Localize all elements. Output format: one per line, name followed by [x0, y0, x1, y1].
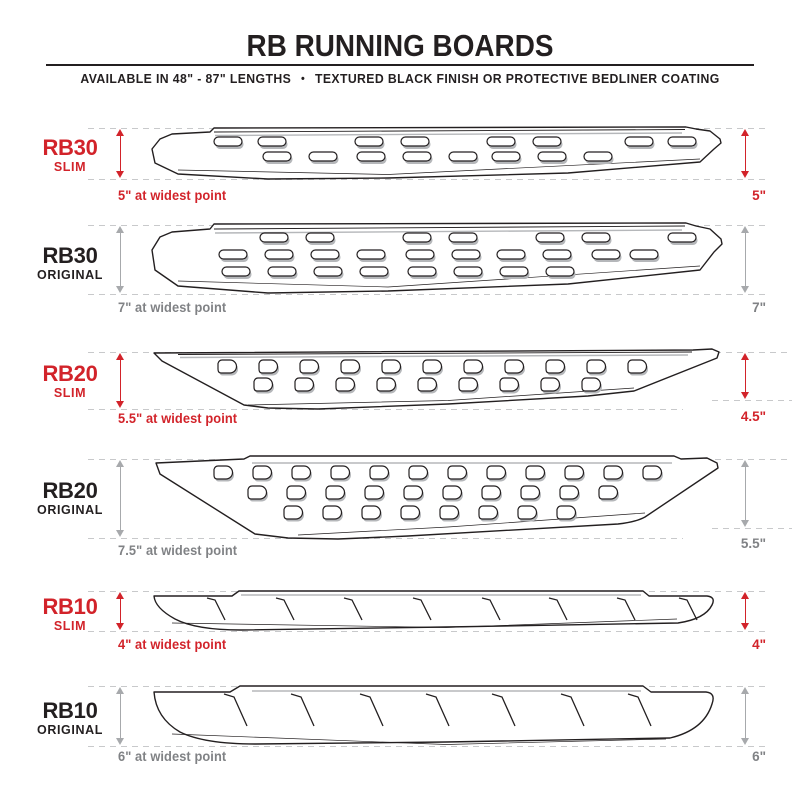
variant-name: SLIM	[53, 160, 87, 174]
model-name: RB20	[42, 361, 98, 386]
height-label: 5.5"	[740, 536, 766, 551]
dimension-arrow-right	[740, 353, 751, 399]
board-illustration-rb20-slim	[148, 347, 724, 414]
board-illustration-rb10-slim	[146, 588, 724, 634]
widest-point-note: 5.5" at widest point	[118, 411, 238, 426]
board-illustration-rb10-original	[146, 682, 724, 752]
guide-line-top	[88, 686, 768, 687]
guide-line-bottom	[88, 538, 683, 539]
model-name: RB10	[42, 594, 98, 619]
widest-point-note: 4" at widest point	[118, 637, 227, 652]
board-illustration-rb30-original	[148, 220, 724, 300]
model-name: RB30	[42, 243, 98, 268]
product-label	[22, 245, 118, 282]
widest-point-note: 6" at widest point	[118, 749, 227, 764]
widest-point-note: 5" at widest point	[118, 188, 227, 203]
dimension-arrow-left	[115, 592, 126, 630]
guide-line-bottom	[88, 409, 683, 410]
height-label: 4"	[752, 637, 766, 652]
product-label	[22, 363, 118, 400]
guide-line-right	[712, 528, 792, 529]
model-name: RB10	[42, 698, 98, 723]
dimension-arrow-left	[115, 460, 126, 537]
availability-text: AVAILABLE IN 48" - 87" LENGTHS	[80, 72, 292, 86]
page-title: RB RUNNING BOARDS	[246, 28, 554, 63]
guide-line-top	[88, 128, 768, 129]
guide-line-bottom	[88, 631, 768, 632]
variant-name: SLIM	[53, 386, 87, 400]
height-label: 7"	[752, 300, 766, 315]
product-label	[22, 137, 118, 174]
variant-name: ORIGINAL	[37, 268, 103, 282]
guide-line-right	[712, 400, 792, 401]
product-label	[22, 480, 118, 517]
height-label: 4.5"	[740, 409, 766, 424]
height-label: 6"	[752, 749, 766, 764]
board-illustration-rb30-slim	[148, 126, 724, 182]
guide-line-top	[88, 591, 768, 592]
dimension-arrow-right	[740, 129, 751, 178]
dimension-arrow-left	[115, 687, 126, 745]
title-divider	[46, 64, 754, 66]
variant-name: ORIGINAL	[37, 723, 103, 737]
bullet-separator: •	[300, 73, 306, 85]
product-label	[22, 700, 118, 737]
widest-point-note: 7" at widest point	[118, 300, 227, 315]
dimension-arrow-right	[740, 226, 751, 293]
board-illustration-rb20-original	[148, 454, 724, 543]
dimension-arrow-right	[740, 687, 751, 745]
dimension-arrow-left	[115, 129, 126, 178]
guide-line-bottom	[88, 294, 768, 295]
guide-line-bottom	[88, 179, 768, 180]
variant-name: ORIGINAL	[37, 503, 103, 517]
finish-text: TEXTURED BLACK FINISH OR PROTECTIVE BEDLINER COATING	[314, 72, 720, 86]
guide-line-top	[88, 352, 790, 353]
variant-name: SLIM	[53, 619, 87, 633]
guide-line-top	[88, 459, 790, 460]
height-label: 5"	[752, 188, 766, 203]
dimension-arrow-left	[115, 226, 126, 293]
product-label	[22, 596, 118, 633]
dimension-arrow-right	[740, 460, 751, 527]
subtitle	[8, 72, 792, 86]
dimension-arrow-left	[115, 353, 126, 408]
model-name: RB30	[42, 135, 98, 160]
guide-line-top	[88, 225, 768, 226]
dimension-arrow-right	[740, 592, 751, 630]
guide-line-bottom	[88, 746, 768, 747]
widest-point-note: 7.5" at widest point	[118, 543, 238, 558]
model-name: RB20	[42, 478, 98, 503]
